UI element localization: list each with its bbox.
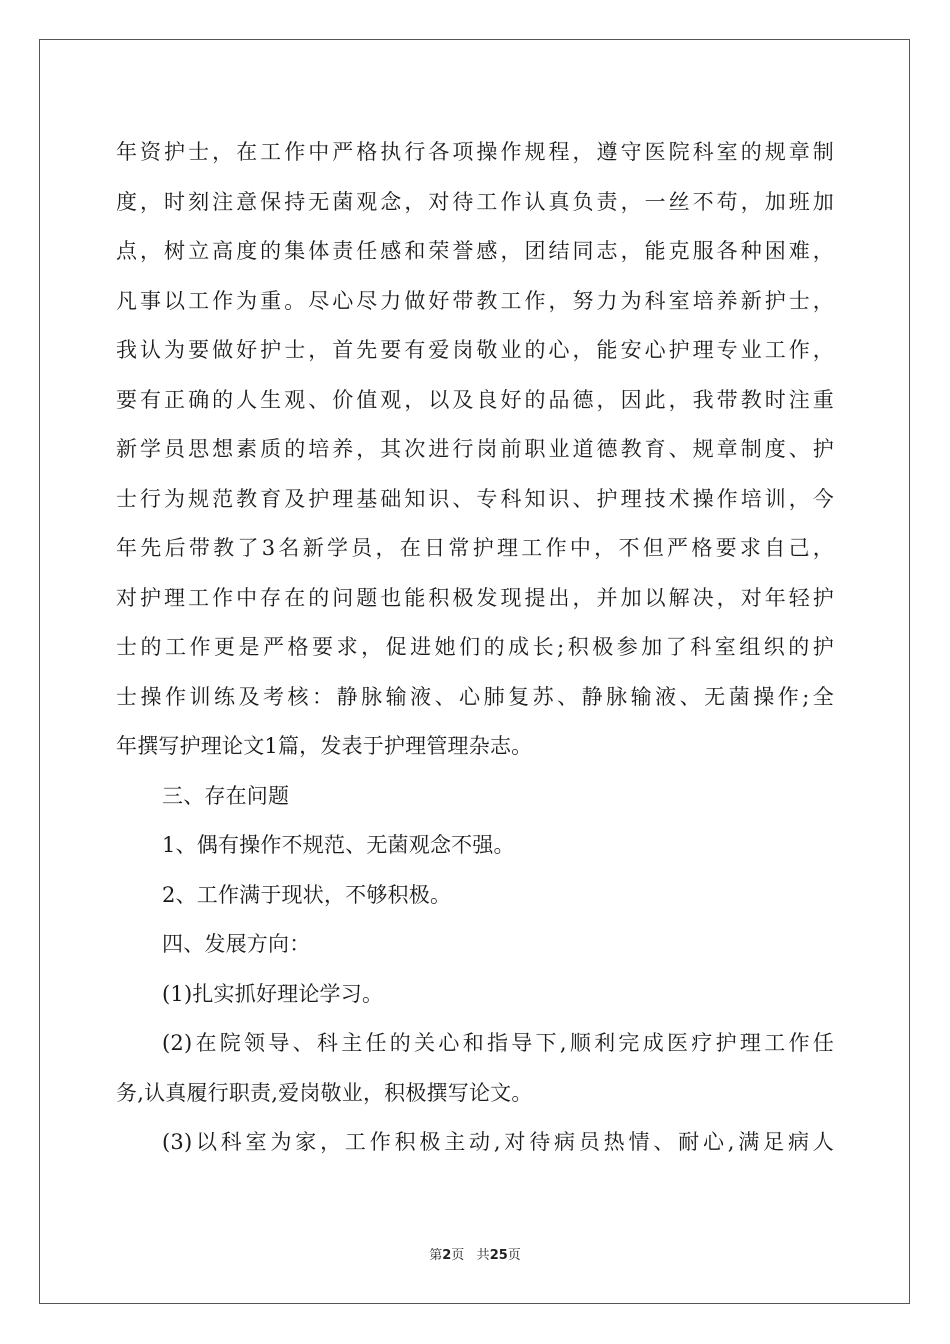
paragraph-line: 士操作训练及考核：静脉输液、心肺复苏、静脉输液、无菌操作;全	[116, 684, 834, 709]
direction-point-2: (2)在院领导、科主任的关心和指导下,顺利完成医疗护理工作任	[162, 1031, 834, 1055]
paragraph-line: 凡事以工作为重。尽心尽力做好带教工作，努力为科室培养新护士，	[116, 288, 834, 313]
paragraph-line: 点，树立高度的集体责任感和荣誉感，团结同志，能克服各种困难，	[116, 239, 834, 263]
paragraph-line: 新学员思想素质的培养，其次进行岗前职业道德教育、规章制度、护	[116, 437, 834, 461]
section-heading-problems: 三、存在问题	[162, 783, 290, 808]
page-footer	[0, 1244, 950, 1263]
paragraph-line: 士的工作更是严格要求，促进她们的成长;积极参加了科室组织的护	[116, 635, 834, 659]
paragraph-line: 要有正确的人生观、价值观，以及良好的品德，因此，我带教时注重	[116, 387, 834, 412]
direction-point-3: (3)以科室为家，工作积极主动,对待病员热情、耐心,满足病人	[162, 1130, 834, 1154]
paragraph-line: 对护理工作中存在的问题也能积极发现提出，并加以解决，对年轻护	[116, 585, 834, 610]
section-heading-direction: 四、发展方向：	[162, 932, 311, 956]
paragraph-line: 年先后带教了3名新学员，在日常护理工作中，不但严格要求自己，	[116, 536, 834, 560]
document-body	[116, 128, 834, 1168]
problem-item-2: 2、工作满于现状，不够积极。	[162, 882, 452, 907]
paragraph-line: 度，时刻注意保持无菌观念，对待工作认真负责，一丝不苟，加班加	[116, 189, 834, 214]
direction-point-2-cont: 务,认真履行职责,爱岗敬业，积极撰写论文。	[116, 1080, 533, 1105]
paragraph-line: 士行为规范教育及护理基础知识、专科知识、护理技术操作培训，今	[116, 486, 834, 511]
footer-page-number: 2	[442, 1248, 452, 1263]
paragraph-line: 我认为要做好护士，首先要有爱岗敬业的心，能安心护理专业工作，	[116, 338, 834, 362]
footer-total-suffix: 页	[507, 1248, 521, 1263]
footer-total-prefix: 共	[476, 1248, 490, 1263]
paragraph-line: 年资护士，在工作中严格执行各项操作规程，遵守医院科室的规章制	[116, 140, 834, 164]
direction-point-1: (1)扎实抓好理论学习。	[162, 981, 384, 1006]
footer-prefix: 第	[429, 1248, 443, 1263]
footer-page-suffix: 页	[451, 1248, 465, 1263]
paragraph-line: 年撰写护理论文1篇，发表于护理管理杂志。	[116, 734, 533, 758]
footer-total-pages: 25	[489, 1248, 508, 1263]
problem-item-1: 1、偶有操作不规范、无菌观念不强。	[162, 833, 515, 857]
